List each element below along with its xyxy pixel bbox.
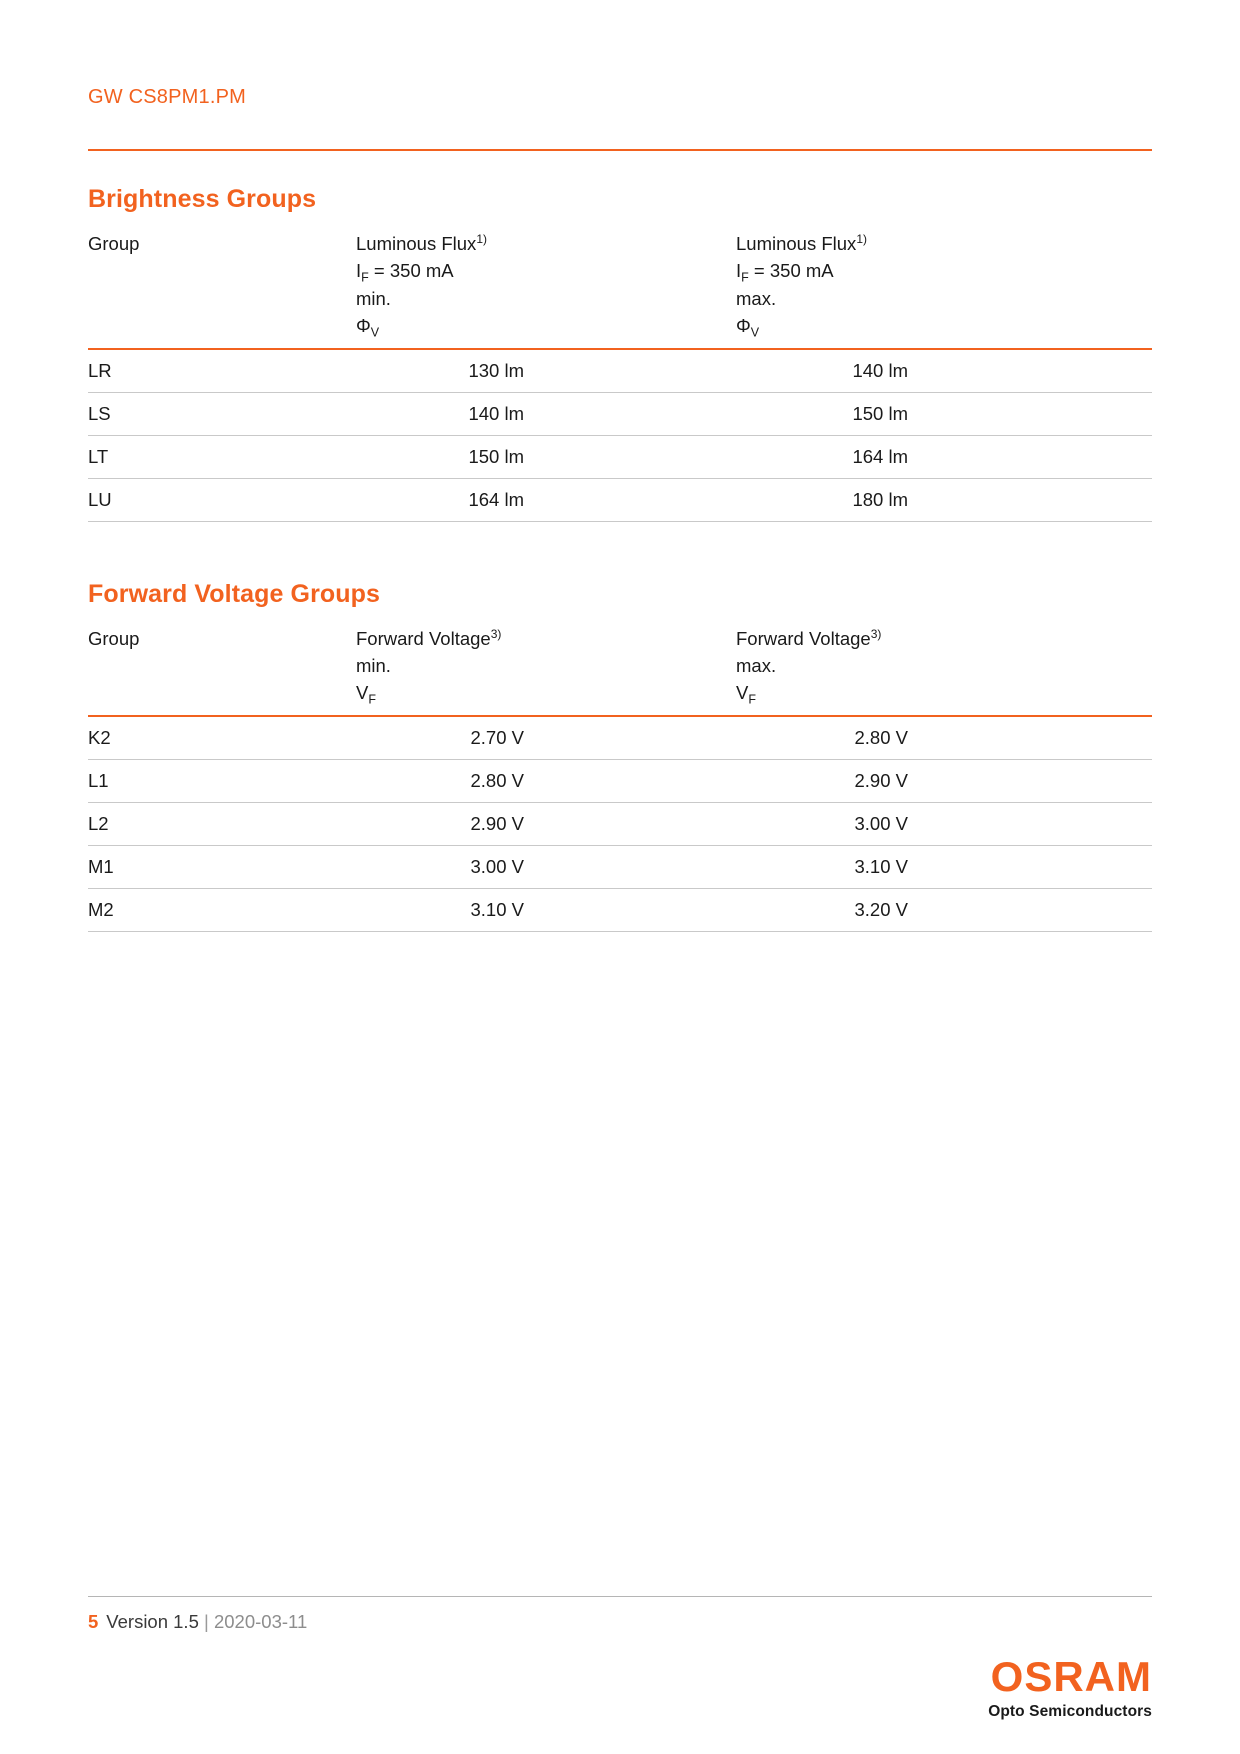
col-max-current-symbol: I xyxy=(736,260,742,282)
cell-group: LR xyxy=(88,349,356,393)
cell-max xyxy=(736,889,1152,932)
cell-max-value: 180 lm xyxy=(852,488,908,510)
section-title-forward-voltage-groups: Forward Voltage Groups xyxy=(88,579,381,608)
cell-max xyxy=(736,802,1152,845)
cell-min-value: 2.70 V xyxy=(470,726,524,748)
table-row xyxy=(88,802,1152,845)
page-number: 5 xyxy=(88,1611,99,1632)
col-max-current-value: = 350 mA xyxy=(748,260,834,282)
column-header-forward-voltage-max xyxy=(736,625,1152,716)
cell-group: M2 xyxy=(88,889,356,932)
table-row xyxy=(88,478,1152,521)
col-max-symbol-subscript: V xyxy=(750,325,760,340)
col-max-qualifier: max. xyxy=(736,287,777,309)
table-row xyxy=(88,435,1152,478)
cell-max-value: 2.90 V xyxy=(854,769,908,791)
forward-voltage-groups-table xyxy=(88,625,1152,932)
document-version: Version 1.5 xyxy=(106,1611,199,1632)
table-row xyxy=(88,759,1152,802)
column-header-forward-voltage-min xyxy=(356,625,736,716)
header-divider xyxy=(88,149,1152,151)
footer-text xyxy=(88,1611,1152,1633)
col-min-line1: Luminous Flux xyxy=(356,233,477,254)
col-max-symbol-subscript: F xyxy=(748,693,756,708)
column-header-group-label: Group xyxy=(88,233,140,254)
col-min-qualifier: min. xyxy=(356,655,391,677)
brightness-groups-table xyxy=(88,230,1152,522)
cell-group: M1 xyxy=(88,845,356,888)
col-min-current-subscript: F xyxy=(361,271,369,286)
col-max-current-subscript: F xyxy=(741,271,749,286)
col-min-current-symbol: I xyxy=(356,260,362,282)
col-max-line1: Forward Voltage xyxy=(736,627,871,649)
cell-min xyxy=(356,845,736,888)
column-header-luminous-flux-min xyxy=(356,230,736,349)
cell-min xyxy=(356,802,736,845)
cell-min-value: 164 lm xyxy=(468,488,524,510)
osram-wordmark: OSRAM xyxy=(990,1653,1152,1700)
col-min-symbol-subscript: V xyxy=(370,325,380,340)
document-date: 2020-03-11 xyxy=(213,1611,308,1632)
table-row xyxy=(88,349,1152,393)
cell-min xyxy=(356,889,736,932)
section-title-brightness-groups: Brightness Groups xyxy=(88,185,317,213)
cell-min-value: 130 lm xyxy=(468,359,524,381)
osram-logo xyxy=(852,1653,1152,1721)
cell-min xyxy=(356,349,736,393)
col-max-footnote-ref: 3) xyxy=(870,626,882,641)
cell-max xyxy=(736,435,1152,478)
cell-group: K2 xyxy=(88,716,356,760)
col-min-line1: Forward Voltage xyxy=(356,627,491,649)
col-min-qualifier: min. xyxy=(356,287,391,309)
cell-min xyxy=(356,716,736,760)
col-min-symbol: Φ xyxy=(356,315,371,337)
col-max-symbol: V xyxy=(736,682,749,704)
cell-min xyxy=(356,478,736,521)
cell-max xyxy=(736,759,1152,802)
cell-max-value: 2.80 V xyxy=(854,726,908,748)
cell-min-value: 3.10 V xyxy=(470,899,524,920)
col-min-symbol: V xyxy=(356,682,369,704)
table-row xyxy=(88,889,1152,932)
page-footer xyxy=(88,1596,1152,1720)
cell-group: LS xyxy=(88,392,356,435)
cell-max xyxy=(736,716,1152,760)
cell-min xyxy=(356,392,736,435)
cell-group: LU xyxy=(88,478,356,521)
footer-divider xyxy=(88,1596,1152,1597)
col-min-current-value: = 350 mA xyxy=(368,260,454,282)
cell-max-value: 3.00 V xyxy=(854,812,908,834)
col-max-qualifier: max. xyxy=(736,655,777,677)
cell-max-value: 150 lm xyxy=(852,402,908,424)
col-max-footnote-ref: 1) xyxy=(856,231,867,246)
cell-max-value: 140 lm xyxy=(852,359,908,381)
cell-max-value: 3.10 V xyxy=(854,855,908,877)
table-row xyxy=(88,716,1152,760)
column-header-group xyxy=(88,230,356,349)
cell-group: L2 xyxy=(88,802,356,845)
col-max-line1: Luminous Flux xyxy=(736,233,857,254)
column-header-group-label: Group xyxy=(88,627,140,649)
cell-min xyxy=(356,759,736,802)
table-row xyxy=(88,392,1152,435)
col-min-footnote-ref: 1) xyxy=(476,231,487,246)
cell-min-value: 150 lm xyxy=(468,445,524,467)
cell-min-value: 3.00 V xyxy=(470,855,524,877)
cell-group: LT xyxy=(88,435,356,478)
column-header-luminous-flux-max xyxy=(736,230,1152,349)
page-content xyxy=(88,0,1152,932)
cell-min-value: 140 lm xyxy=(468,402,524,424)
col-min-footnote-ref: 3) xyxy=(490,626,502,641)
cell-max xyxy=(736,392,1152,435)
cell-min-value: 2.90 V xyxy=(470,812,524,834)
cell-max xyxy=(736,845,1152,888)
cell-min-value: 2.80 V xyxy=(470,769,524,791)
cell-group: L1 xyxy=(88,759,356,802)
cell-max xyxy=(736,349,1152,393)
col-min-symbol-subscript: F xyxy=(368,693,376,708)
cell-min xyxy=(356,435,736,478)
document-header xyxy=(88,0,1152,109)
table-row xyxy=(88,845,1152,888)
column-header-group xyxy=(88,625,356,716)
footer-separator: | xyxy=(204,1611,209,1632)
cell-max xyxy=(736,478,1152,521)
osram-tagline: Opto Semiconductors xyxy=(988,1703,1152,1720)
product-code: GW CS8PM1.PM xyxy=(88,86,246,108)
cell-max-value: 3.20 V xyxy=(854,899,908,920)
cell-max-value: 164 lm xyxy=(852,445,908,467)
col-max-symbol: Φ xyxy=(736,315,751,337)
